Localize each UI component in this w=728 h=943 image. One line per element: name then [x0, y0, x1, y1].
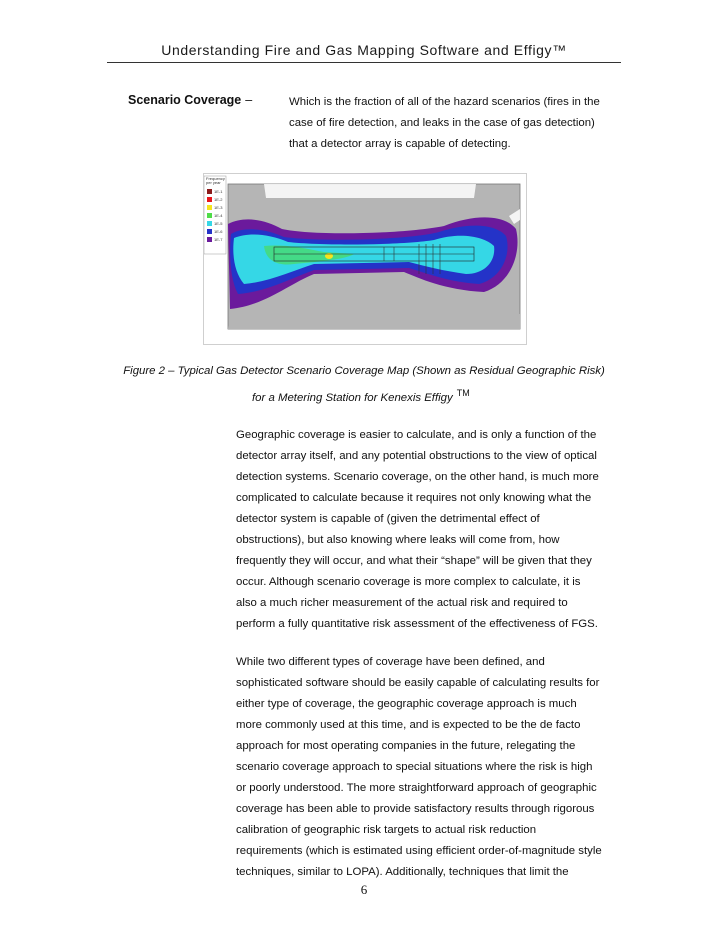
paragraph-line: also a much richer measurement of the actual risk and required to [236, 597, 568, 609]
paragraph-line: approach for most operating companies in the future, relegating the [236, 740, 576, 752]
paragraph-line: Geographic coverage is easier to calculate, and is only a function of the [236, 429, 597, 441]
term-dash: – [245, 93, 253, 107]
legend-title-line: Frequency [206, 176, 225, 181]
legend-item [207, 211, 222, 219]
legend-title [206, 177, 225, 185]
legend-item [207, 235, 222, 243]
definition-text [289, 92, 629, 155]
paragraph-line: perform a fully quantitative risk assessment of the effectiveness of FGS. [236, 618, 598, 630]
paragraph-line: obstructions), but also knowing where leaks will come from, how [236, 534, 560, 546]
paragraph-line: coverage has been able to provide satisfactory results through rigorous [236, 803, 595, 815]
legend-item [207, 187, 222, 195]
paragraph-line: detection systems. Scenario coverage, on the other hand, is much more [236, 471, 599, 483]
legend-item [207, 227, 222, 235]
map-legend [207, 187, 222, 243]
legend-swatch [207, 205, 212, 210]
legend-item [207, 195, 222, 203]
legend-title-line: per year [206, 180, 221, 185]
body-paragraph-1 [236, 425, 621, 635]
paragraph-line: calibration of geographic risk targets to actual risk reduction [236, 824, 537, 836]
paragraph-line: frequently they will occur, and what their “shape” will be given that they [236, 555, 592, 567]
definition-term [128, 93, 252, 107]
paragraph-line: While two different types of coverage have been defined, and [236, 656, 545, 668]
legend-swatch [207, 197, 212, 202]
paragraph-line: detector array itself, and any potential obstructions to the view of optical [236, 450, 597, 462]
definition-line: case of fire detection, and leaks in the case of gas detection) [289, 117, 595, 129]
term-label: Scenario Coverage [128, 93, 242, 107]
caption-line-2 [0, 382, 728, 409]
legend-label: 1E-2 [214, 196, 223, 202]
paragraph-line: sophisticated software should be easily capable of calculating results for [236, 677, 600, 689]
body-paragraph-2 [236, 652, 621, 883]
trademark-mark: TM [456, 388, 470, 398]
legend-label: 1E-6 [214, 228, 223, 234]
legend-label: 1E-4 [214, 212, 223, 218]
coverage-map-image [204, 174, 526, 344]
figure-caption [0, 360, 728, 409]
legend-label: 1E-3 [214, 204, 223, 210]
paragraph-line: either type of coverage, the geographic coverage approach is much [236, 698, 577, 710]
legend-label: 1E-1 [214, 188, 223, 194]
paragraph-line: techniques, similar to LOPA). Additionally, techniques that limit the [236, 866, 569, 878]
legend-label: 1E-7 [214, 236, 223, 242]
page-number: 6 [360, 882, 368, 897]
coverage-map-figure [203, 173, 527, 345]
paragraph-line: scenario coverage approach to special situations where the risk is high [236, 761, 593, 773]
paragraph-line: complicated to calculate because it requires not only knowing what the [236, 492, 592, 504]
legend-item [207, 203, 222, 211]
header-rule [107, 62, 621, 63]
caption-line-2-text: for a Metering Station for Kenexis Effigy [252, 391, 453, 404]
definition-line: Which is the fraction of all of the hazard scenarios (fires in the [289, 96, 600, 108]
legend-item [207, 219, 222, 227]
paragraph-line: detector system is capable of (given the detrimental effect of [236, 513, 540, 525]
paragraph-line: occur. Although scenario coverage is more complex to calculate, it is [236, 576, 581, 588]
legend-swatch [207, 221, 212, 226]
paragraph-line: or poorly understood. The more straightforward approach of geographic [236, 782, 597, 794]
caption-line-1: Figure 2 – Typical Gas Detector Scenario Coverage Map (Shown as Residual Geographic Risk) [123, 365, 605, 377]
definition-line: that a detector array is capable of detecting. [289, 138, 511, 150]
paragraph-line: requirements (which is estimated using efficient order-of-magnitude style [236, 845, 602, 857]
legend-swatch [207, 213, 212, 218]
legend-swatch [207, 229, 212, 234]
running-header: Understanding Fire and Gas Mapping Software and Effigy™ [161, 42, 567, 58]
paragraph-line: more commonly used at this time, and is expected to be the de facto [236, 719, 581, 731]
legend-label: 1E-5 [214, 220, 223, 226]
legend-swatch [207, 189, 212, 194]
legend-swatch [207, 237, 212, 242]
